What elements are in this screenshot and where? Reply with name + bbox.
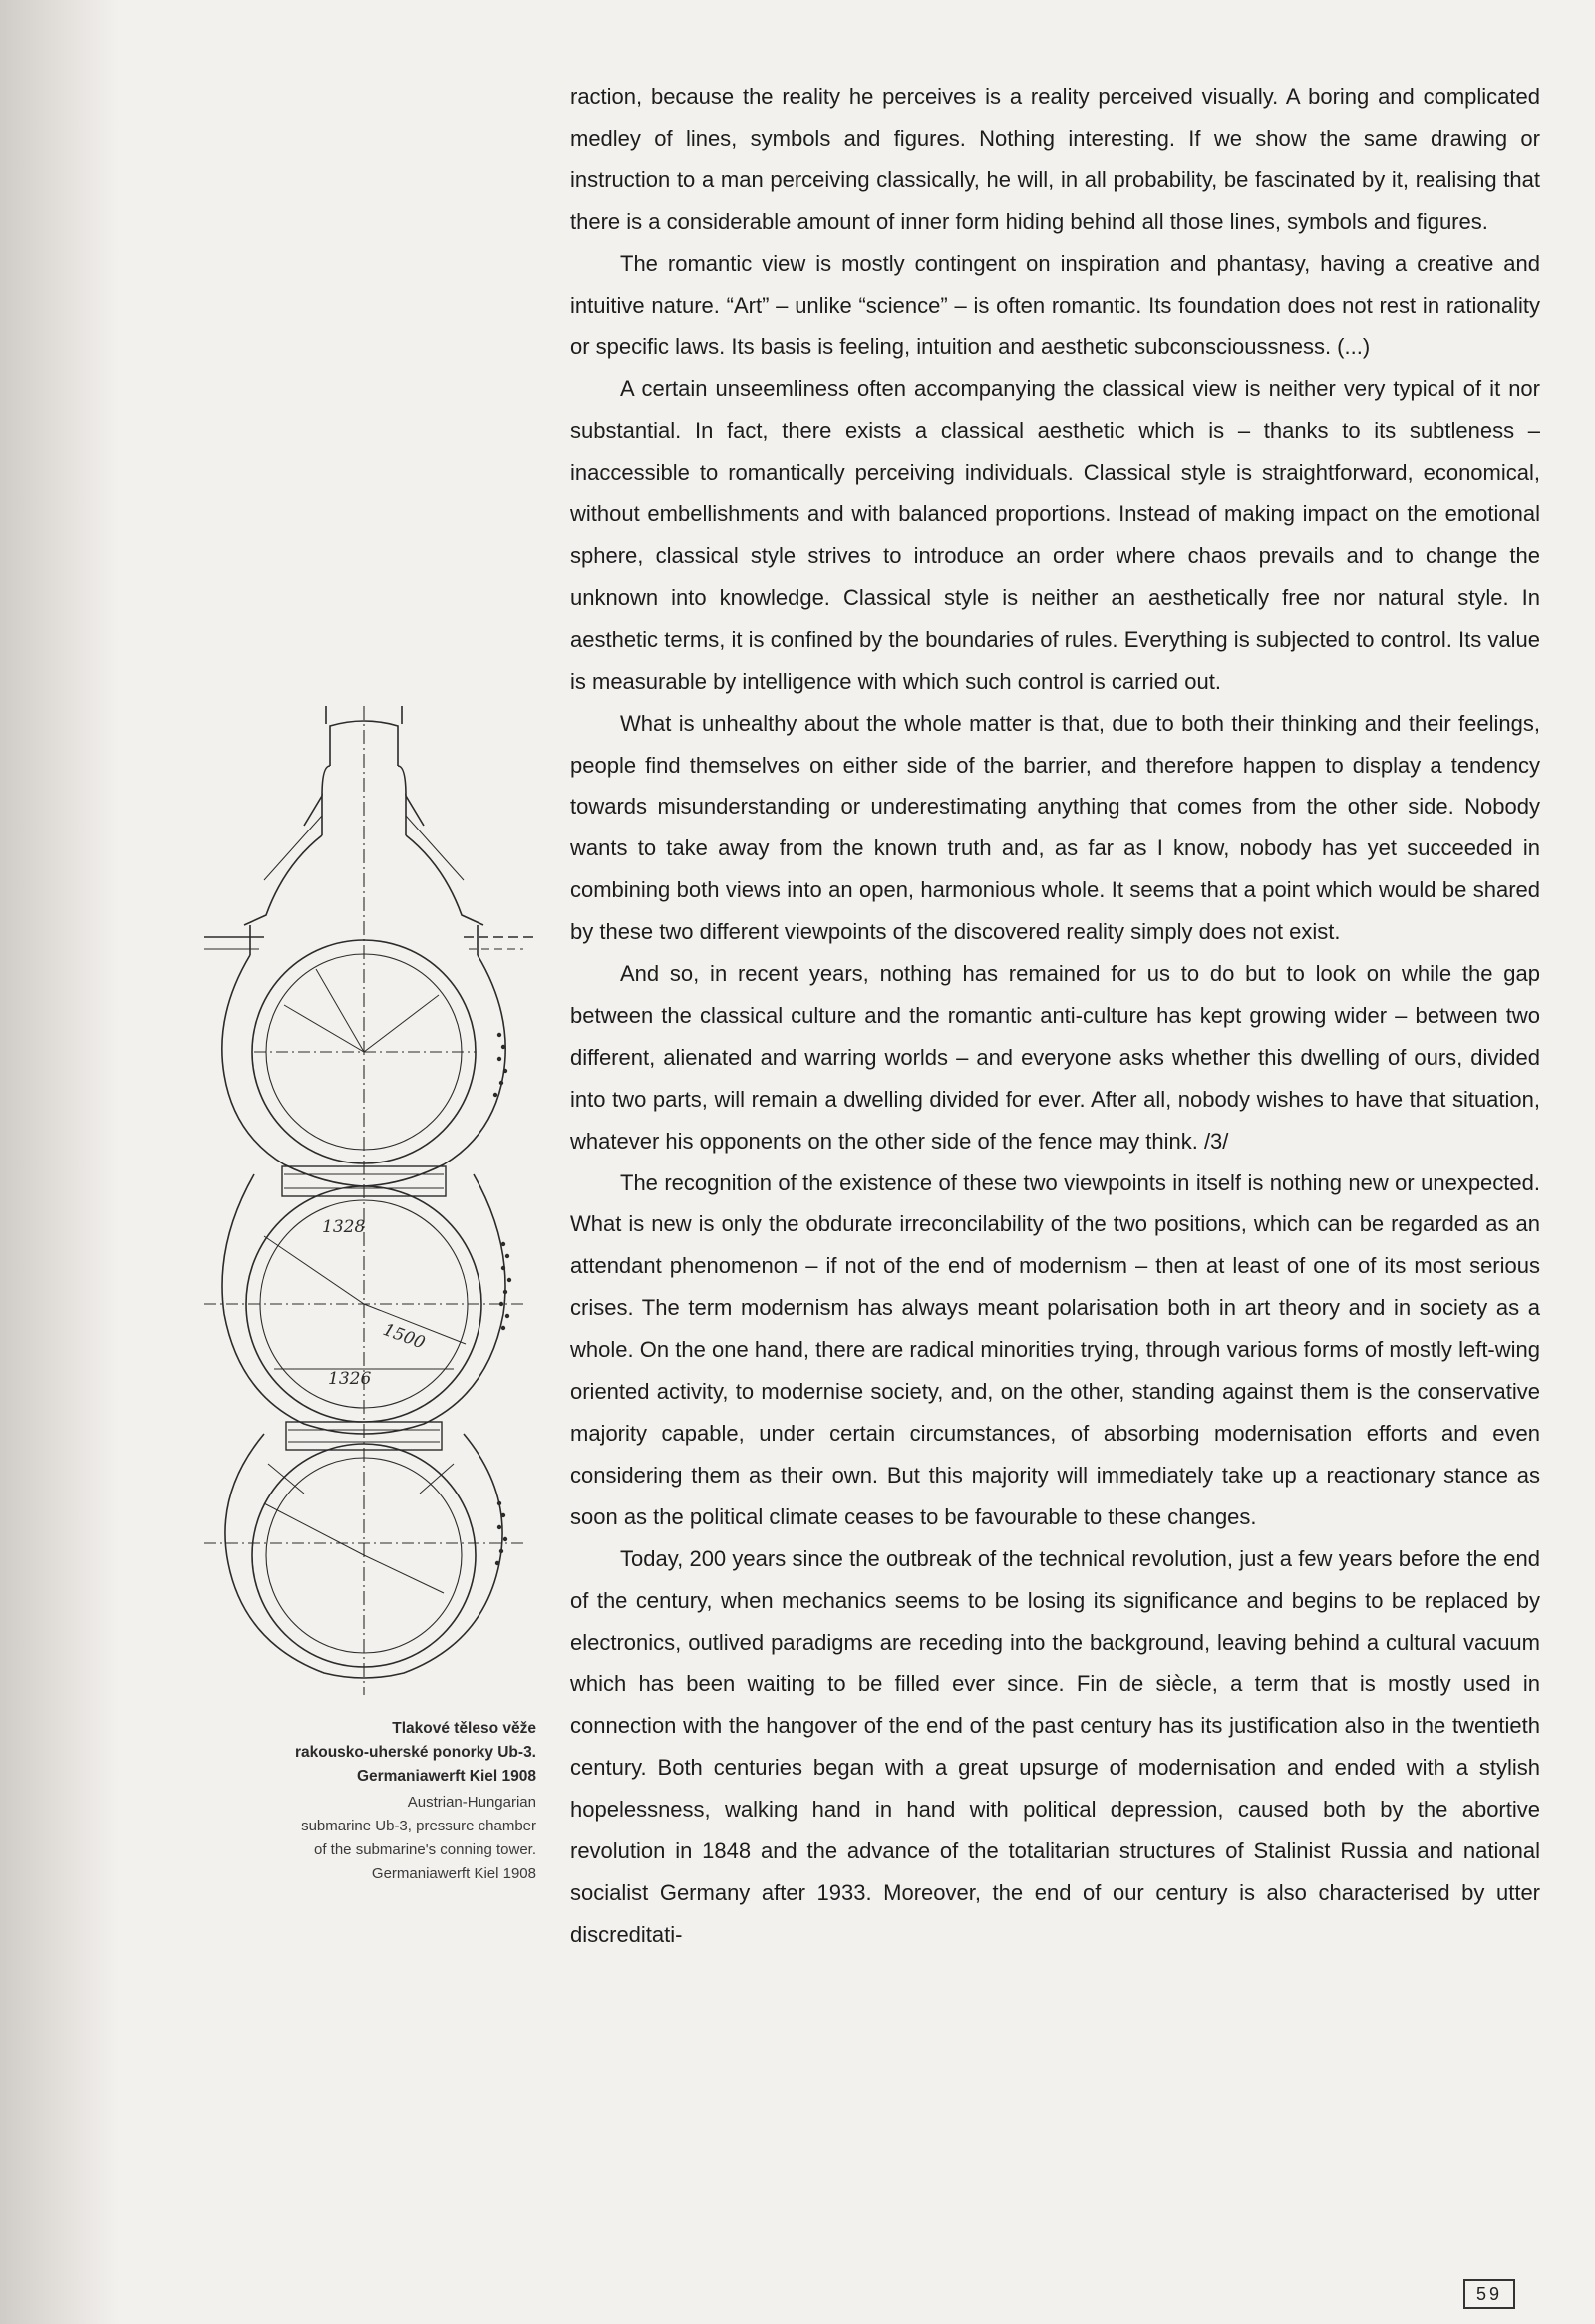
paragraph: The recognition of the existence of these two viewpoints in itself is nothing new or unexpected. What is new is only the obdurate irreconcilability of the two positions, which can be regarded as an attendant phenomenon – if not of the end of modernism – then at least of one of its most serious crises. The term modernism has always meant polarisation both in art theory and in society as a whole. On the one hand, there are radical minorities trying, through various forms of mostly left-wing oriented activity, to modernise society, and, on the other, standing against them is the conservative majority capable, under certain circumstances, of absorbing modernisation efforts and even considering them as their own. But this majority will immediately take up a reactionary stance as soon as the political climate ceases to be favourable to these changes. (570, 1169, 1540, 1529)
caption-czech-line: Tlakové těleso věže (392, 1720, 536, 1737)
caption-czech-line: Germaniawerft Kiel 1908 (356, 1768, 536, 1785)
page-number: 59 (1463, 2279, 1515, 2309)
figure-caption (199, 1717, 536, 1886)
body-text (570, 76, 1540, 1956)
caption-english-line: Austrian-Hungarian (407, 1794, 536, 1811)
paragraph: And so, in recent years, nothing has remained for us to do but to look on while the gap between the classical culture and the romantic anti-culture has kept growing wider – between two different, alienated and warring worlds – and everyone asks whether this dwelling of ours, divided into two parts, will remain a dwelling divided for ever. After all, nobody wishes to have that situation, whatever his opponents on the other side of the fence may think. /3/ (570, 961, 1540, 1154)
caption-czech-line: rakousko-uherské ponorky Ub-3. (294, 1744, 536, 1761)
paragraph: Today, 200 years since the outbreak of the technical revolution, just a few years before the end of the century, when mechanics seems to be losing its significance and begins to be replaced by electronics, outlived paradigms are receding into the background, leaving behind a cultural vacuum which has been waiting to be filled ever since. Fin de siècle, a term that is mostly used in connection with the hangover of the end of the past century has its justification also in the twentieth century. Both centuries began with a great upsurge of modernisation and ended with a stylish hopelessness, walking hand in hand with political depression, caused both by the abortive revolution in 1848 and the advance of the totalitarian structures of Stalinist Russia and national socialist Germany after 1933. Moreover, the end of our century is also characterised by utter discreditati- (570, 1545, 1540, 1947)
dimension-label-1: 1328 (322, 1217, 366, 1237)
paragraph: The romantic view is mostly contingent on inspiration and phantasy, having a creative and intuitive nature. “Art” – unlike “science” – is often romantic. Its foundation does not rest in rationality or specific laws. Its basis is feeling, intuition and aesthetic subconscioussness. (...) (570, 250, 1540, 360)
paragraph: What is unhealthy about the whole matter is that, due to both their thinking and their feelings, people find themselves on either side of the barrier, and therefore happen to display a tendency towards misunderstanding or underestimating anything that comes from the other side. Nobody wants to take away from the known truth and, as far as I know, nobody has yet succeeded in combining both views into an open, harmonious whole. It seems that a point which would be shared by these two different viewpoints of the discovered reality simply does not exist. (570, 710, 1540, 945)
paragraph: A certain unseemliness often accompanying the classical view is neither very typical of it nor substantial. In fact, there exists a classical aesthetic which is – thanks to its subtleness – inaccessible to romantically perceiving individuals. Classical style is straightforward, economical, without embellishments and with balanced proportions. Instead of making impact on the emotional sphere, classical style strives to introduce an order where chaos prevails and to change the unknown into knowledge. Classical style is neither an aesthetically free nor natural style. In aesthetic terms, it is confined by the boundaries of rules. Everything is subjected to control. Its value is measurable by intelligence with which such control is carried out. (570, 376, 1540, 694)
paragraph: raction, because the reality he perceives is a reality perceived visually. A boring and complicated medley of lines, symbols and figures. Nothing interesting. If we show the same drawing or instruction to a man perceiving classically, he will, in all probability, be fascinated by it, realising that there is a considerable amount of inner form hiding behind all those lines, symbols and figures. (570, 84, 1540, 234)
caption-english-line: of the submarine's conning tower. (314, 1841, 536, 1858)
technical-drawing-svg (204, 706, 543, 1703)
page-gutter-shadow (0, 0, 120, 2324)
caption-english-line: submarine Ub-3, pressure chamber (301, 1818, 536, 1834)
pressure-chamber-drawing (204, 706, 543, 1703)
dimension-label-2: 1500 (380, 1319, 428, 1354)
caption-english-line: Germaniawerft Kiel 1908 (371, 1865, 536, 1882)
dimension-label-3: 1326 (328, 1369, 372, 1389)
